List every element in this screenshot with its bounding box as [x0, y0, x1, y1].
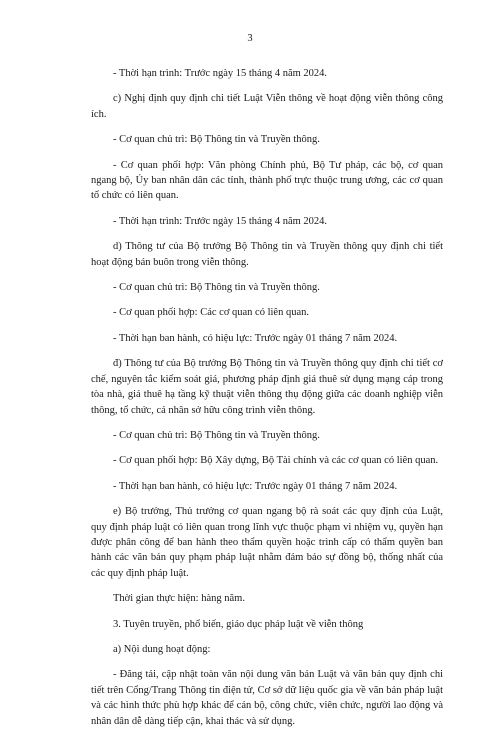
paragraph-submission-deadline-c-prev: - Thời hạn trình: Trước ngày 15 tháng 4 năm 2024. — [113, 68, 328, 79]
paragraph-effective-deadline-d: - Thời hạn ban hành, có hiệu lực: Trước ngày 01 tháng 7 năm 2024. — [113, 332, 398, 344]
paragraph-item-c: c) Nghị định quy định chi tiết Luật Viễn thông về hoạt động viễn thông công ích. — [91, 93, 443, 120]
paragraph-submission-deadline-c: - Thời hạn trình: Trước ngày 15 tháng 4 năm 2024. — [113, 215, 328, 227]
paragraph-publish-update: - Đăng tải, cập nhật toàn văn nội dung văn bản Luật và văn bản quy định chi tiết trên Cổng/Trang Thông tin điện tử, Cơ sở dữ liệu quốc gia về văn bản pháp luật và các hình thức phù hợp khác để cán bộ, công chức, viên chức, người lao động và nhân dân dễ dàng tiếp cận, khai thác và sử dụng. — [91, 669, 443, 727]
document-body — [91, 66, 443, 739]
paragraph-section-3-heading: 3. Tuyên truyền, phổ biến, giáo dục pháp luật về viễn thông — [113, 618, 364, 630]
paragraph-coordinating-agency-dd: - Cơ quan phối hợp: Bộ Xây dựng, Bộ Tài chính và các cơ quan có liên quan. — [113, 455, 439, 467]
paragraph-item-dd: đ) Thông tư của Bộ trưởng Bộ Thông tin và Truyền thông quy định chi tiết cơ chế, nguyên tắc kiểm soát giá, phương pháp định giá thuê sử dụng mạng cáp trong tòa nhà, giá thuê hạ tầng kỹ thuật viễn thông thụ động giữa các doanh nghiệp viễn thông, tổ chức, cá nhân sở hữu công trình viễn thông. — [91, 358, 443, 416]
paragraph-lead-agency-dd: - Cơ quan chủ trì: Bộ Thông tin và Truyền thông. — [113, 429, 320, 441]
page-number: 3 — [247, 33, 253, 44]
paragraph-item-d: d) Thông tư của Bộ trưởng Bộ Thông tin và Truyền thông quy định chi tiết hoạt động bán buôn trong viễn thông. — [91, 241, 443, 268]
paragraph-lead-agency-c: - Cơ quan chủ trì: Bộ Thông tin và Truyền thông. — [113, 134, 320, 146]
paragraph-coordinating-agency-d: - Cơ quan phối hợp: Các cơ quan có liên quan. — [113, 307, 309, 319]
paragraph-lead-agency-d: - Cơ quan chủ trì: Bộ Thông tin và Truyền thông. — [113, 282, 320, 294]
paragraph-item-e: e) Bộ trưởng, Thủ trưởng cơ quan ngang bộ rà soát các quy định của Luật, quy định pháp luật có liên quan trong lĩnh vực thuộc phạm vi nhiệm vụ, quyền hạn được phân công để ban hành theo thẩm quyền hoặc trình cấp có thẩm quyền ban hành các văn bản quy phạm pháp luật nhằm đảm bảo sự đồng bộ, thống nhất của các quy định pháp luật. — [91, 506, 443, 579]
paragraph-effective-deadline-dd: - Thời hạn ban hành, có hiệu lực: Trước ngày 01 tháng 7 năm 2024. — [113, 480, 398, 492]
paragraph-activity-content: a) Nội dung hoạt động: — [113, 643, 211, 655]
paragraph-implementation-time: Thời gian thực hiện: hàng năm. — [113, 593, 245, 605]
paragraph-coordinating-agency-c: - Cơ quan phối hợp: Văn phòng Chính phủ, Bộ Tư pháp, các bộ, cơ quan ngang bộ, Ủy ban nhân dân các tỉnh, thành phố trực thuộc trung ương, các cơ quan tổ chức có liên quan. — [91, 159, 443, 202]
